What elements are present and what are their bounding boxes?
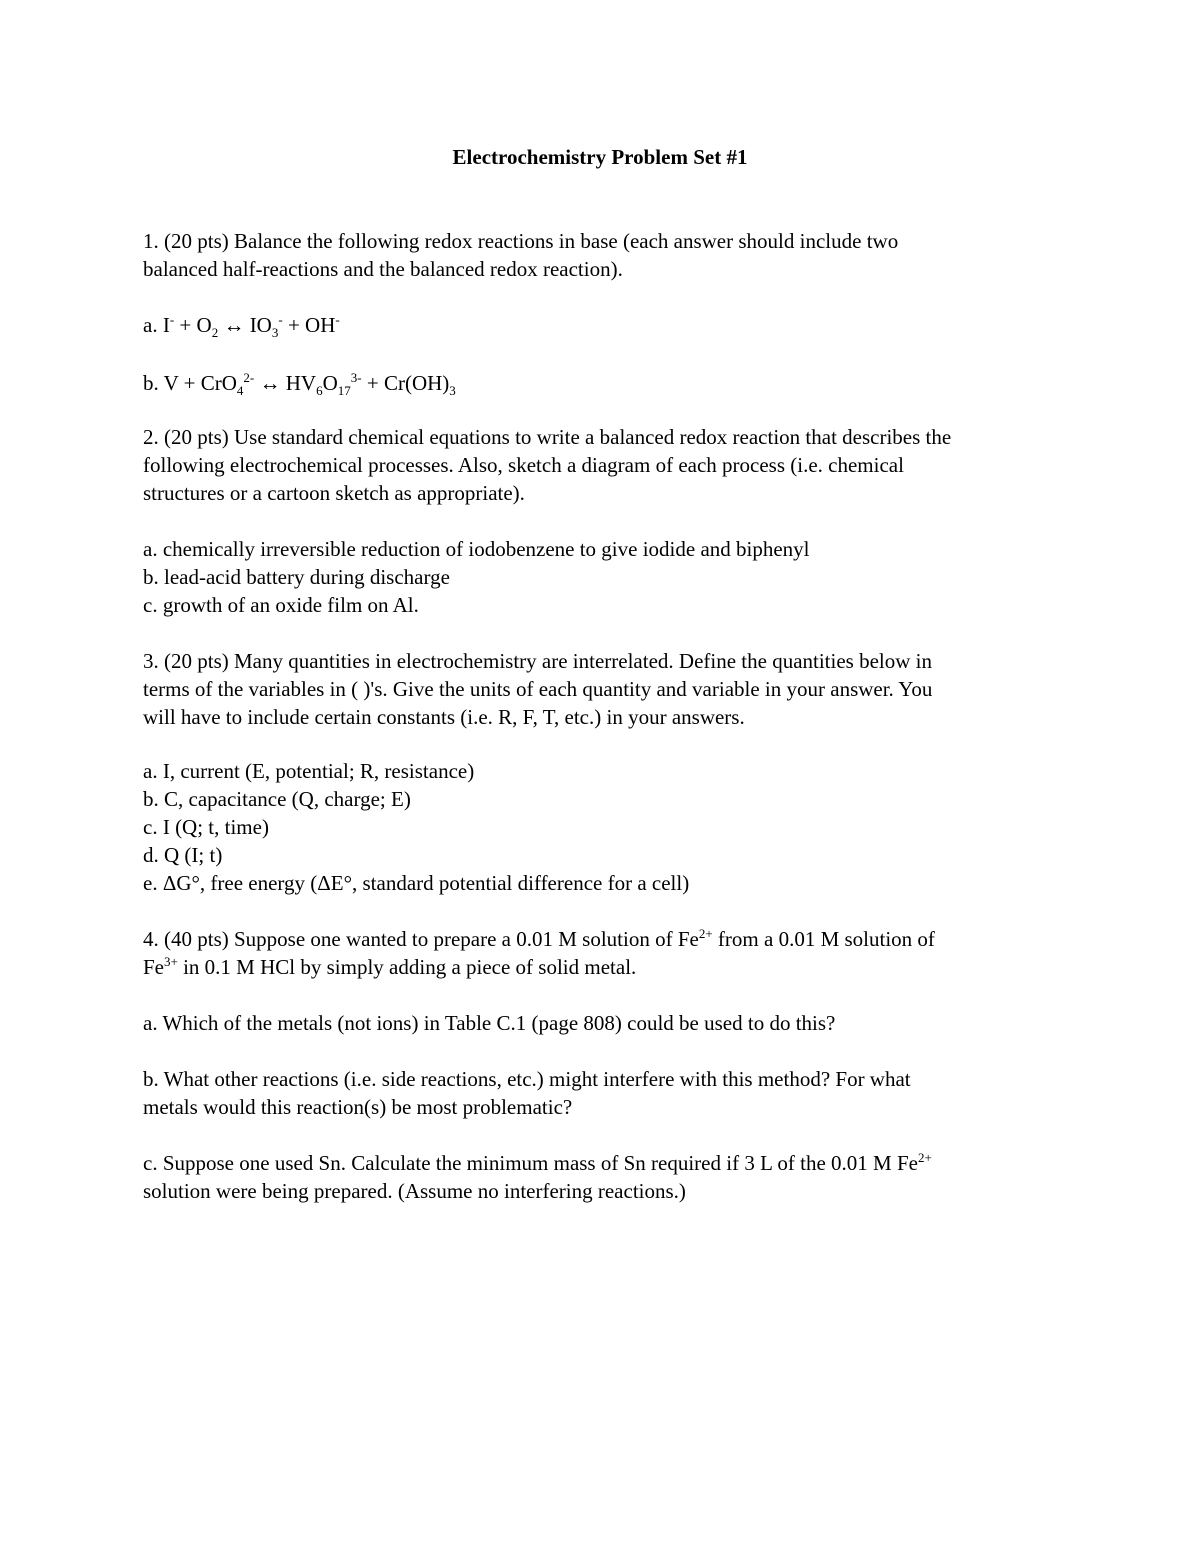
- q4-line-2-pre: Fe: [143, 955, 164, 979]
- page-title: Electrochemistry Problem Set #1: [452, 145, 748, 169]
- q4-item-b-line-1: b. What other reactions (i.e. side reactions, etc.) might interfere with this method? For what: [143, 1067, 911, 1091]
- q2-line-3: structures or a cartoon sketch as appropriate).: [143, 481, 525, 505]
- q1a-oh-charge: -: [335, 311, 340, 327]
- q4-fe2-charge: 2+: [698, 925, 713, 941]
- q1b-o-subscript: 17: [337, 382, 351, 398]
- q1b-o-charge: 3-: [350, 369, 362, 385]
- q4-line-2-post: in 0.1 M HCl by simply adding a piece of solid metal.: [177, 955, 637, 979]
- q4-c-fe2-charge: 2+: [917, 1149, 932, 1165]
- q1b-prefix: b. V + CrO: [143, 371, 237, 395]
- q1a-io3-charge: -: [278, 311, 283, 327]
- q4-item-a: a. Which of the metals (not ions) in Table C.1 (page 808) could be used to do this?: [143, 1011, 836, 1035]
- q3-item-b: b. C, capacitance (Q, charge; E): [143, 787, 411, 811]
- q1a-i-charge: -: [169, 311, 175, 327]
- q1b-cro4-subscript: 4: [236, 382, 244, 398]
- q1b-hv-subscript: 6: [316, 382, 323, 398]
- q1b-equation: [143, 369, 456, 397]
- q2-line-2: following electrochemical processes. Also, sketch a diagram of each process (i.e. chemical: [143, 453, 904, 477]
- q1a-o2-subscript: 2: [211, 324, 219, 340]
- q1-line-1: 1. (20 pts) Balance the following redox reactions in base (each answer should include two: [143, 229, 899, 253]
- q3-line-3: will have to include certain constants (i.e. R, F, T, etc.) in your answers.: [143, 705, 745, 729]
- q1b-mid-1: ↔ HV: [254, 371, 317, 395]
- q3-item-c: c. I (Q; t, time): [143, 815, 269, 839]
- q4-line-2: [143, 953, 636, 981]
- q2-item-c: c. growth of an oxide film on Al.: [143, 593, 419, 617]
- q2-line-1: 2. (20 pts) Use standard chemical equations to write a balanced redox reaction that describes the: [143, 425, 952, 449]
- q1a-prefix: a. I: [143, 313, 170, 337]
- q3-item-a: a. I, current (E, potential; R, resistance): [143, 759, 475, 783]
- q2-item-a: a. chemically irreversible reduction of iodobenzene to give iodide and biphenyl: [143, 537, 810, 561]
- q1a-io3-subscript: 3: [271, 324, 279, 340]
- q1a-mid-2: ↔ IO: [218, 313, 272, 337]
- q4-item-c-line-1: [143, 1149, 932, 1177]
- q4-line-1-post: from a 0.01 M solution of: [712, 927, 935, 951]
- q4-fe3-charge: 3+: [164, 953, 178, 969]
- q4-item-c-pre: c. Suppose one used Sn. Calculate the minimum mass of Sn required if 3 L of the 0.01 M Fe: [143, 1151, 918, 1175]
- q4-line-1: [143, 925, 935, 953]
- q1b-mid-3: + Cr(OH): [361, 371, 450, 395]
- q1b-oh-subscript: 3: [449, 382, 456, 398]
- q1b-mid-2: O: [322, 371, 338, 395]
- q4-line-1-pre: 4. (40 pts) Suppose one wanted to prepare a 0.01 M solution of Fe: [143, 927, 699, 951]
- q3-item-e: e. ΔG°, free energy (ΔE°, standard potential difference for a cell): [143, 871, 690, 895]
- q2-item-b: b. lead-acid battery during discharge: [143, 565, 450, 589]
- q1-line-2: balanced half-reactions and the balanced redox reaction).: [143, 257, 623, 281]
- q4-item-c-line-2: solution were being prepared. (Assume no interfering reactions.): [143, 1179, 686, 1203]
- q1a-mid-3: + OH: [282, 313, 336, 337]
- q3-line-1: 3. (20 pts) Many quantities in electrochemistry are interrelated. Define the quantities below in: [143, 649, 932, 673]
- q4-item-b-line-2: metals would this reaction(s) be most problematic?: [143, 1095, 573, 1119]
- q1a-equation: [143, 311, 340, 339]
- q3-line-2: terms of the variables in ( )'s. Give the units of each quantity and variable in your answer. You: [143, 677, 933, 701]
- q3-item-d: d. Q (I; t): [143, 843, 223, 867]
- q1a-mid-1: + O: [174, 313, 212, 337]
- q1b-cro4-charge: 2-: [243, 369, 255, 385]
